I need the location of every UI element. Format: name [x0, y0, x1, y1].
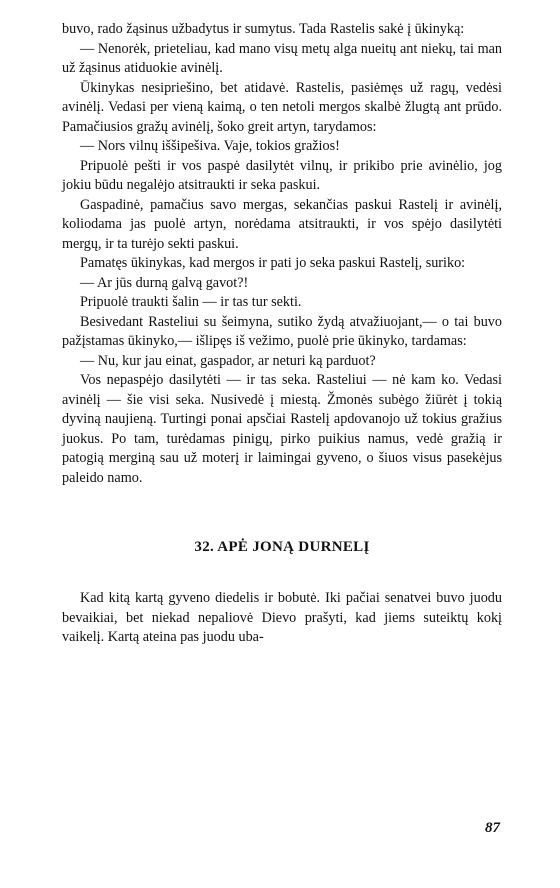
paragraph: Besivedant Rasteliui su šeimyna, sutiko žydą atvažiuojant,— o tai buvo pažįstamas ūkinyko,— išlipęs iš vežimo, puolė prie ūkinyko, tardamas:	[62, 313, 502, 349]
paragraph: Gaspadinė, pamačius savo mergas, sekančias paskui Rastelį ir avinėlį, koliodama jas puolė artyn, norėdama atsitraukti, ir vos spėjo dasilytėti mergų, ir ta turėjo sekti paskui.	[62, 196, 502, 252]
chapter-paragraph: Kad kitą kartą gyveno diedelis ir bobutė. Iki pačiai senatvei buvo juodu bevaikiai, bet niekad nepaliovė Dievo prašyti, kad jiems suteiktų kokį vaikelį. Kartą ateina pas juodu uba-	[62, 590, 502, 645]
paragraph: — Nenorėk, prieteliau, kad mano visų metų alga nueitų ant niekų, tai man už žąsinus atiduokie avinėlį.	[62, 40, 502, 76]
paragraph: Pripuolė pešti ir vos paspė dasilytėt vilnų, ir prikibo prie avinėlio, jog jokiu būdu negalėjo atsitraukti ir seka paskui.	[62, 157, 502, 193]
story-text	[62, 20, 502, 488]
paragraph: — Nors vilnų iššipešiva. Vaje, tokios gražios!	[80, 138, 340, 154]
paragraph: buvo, rado žąsinus užbadytus ir sumytus. Tada Rastelis sakė į ūkinyką:	[62, 21, 465, 37]
paragraph: Pripuolė traukti šalin — ir tas tur sekti.	[80, 294, 302, 310]
paragraph: — Ar jūs durną galvą gavot?!	[80, 274, 249, 291]
page-number: 87	[485, 820, 500, 836]
paragraph: Pamatęs ūkinykas, kad mergos ir pati jo seka paskui Rastelį, suriko:	[80, 255, 466, 271]
paragraph: Vos nepaspėjo dasilytėti — ir tas seka. Rasteliui — nė kam ko. Vedasi avinėlį — šie visi seka. Nusivedė į miestą. Žmonės subėgo žiūrėt į tokią dyviną naujieną. Turtingi ponai apsčiai Rastelį apdovanojo už tokius gražius juokus. Po tam, turėdamas pinigų, pirko puikius namus, vedė gražią ir patogią merginą sau už moterį ir laimingai gyveno, o šiuos visus pasekėjus paleido namo.	[62, 372, 502, 486]
paragraph: — Nu, kur jau einat, gaspador, ar neturi ką parduot?	[80, 352, 376, 369]
chapter-title: 32. APĖ JONĄ DURNELĮ	[194, 539, 370, 555]
paragraph: Ūkinykas nesipriešino, bet atidavė. Rastelis, pasiėmęs už ragų, vedėsi avinėlį. Vedasi per vieną kaimą, o ten netoli mergos skalbė žlugtą ant prūdo. Pamačiusios gražų avinėlį, šoko greit artyn, tarydamos:	[62, 79, 502, 135]
